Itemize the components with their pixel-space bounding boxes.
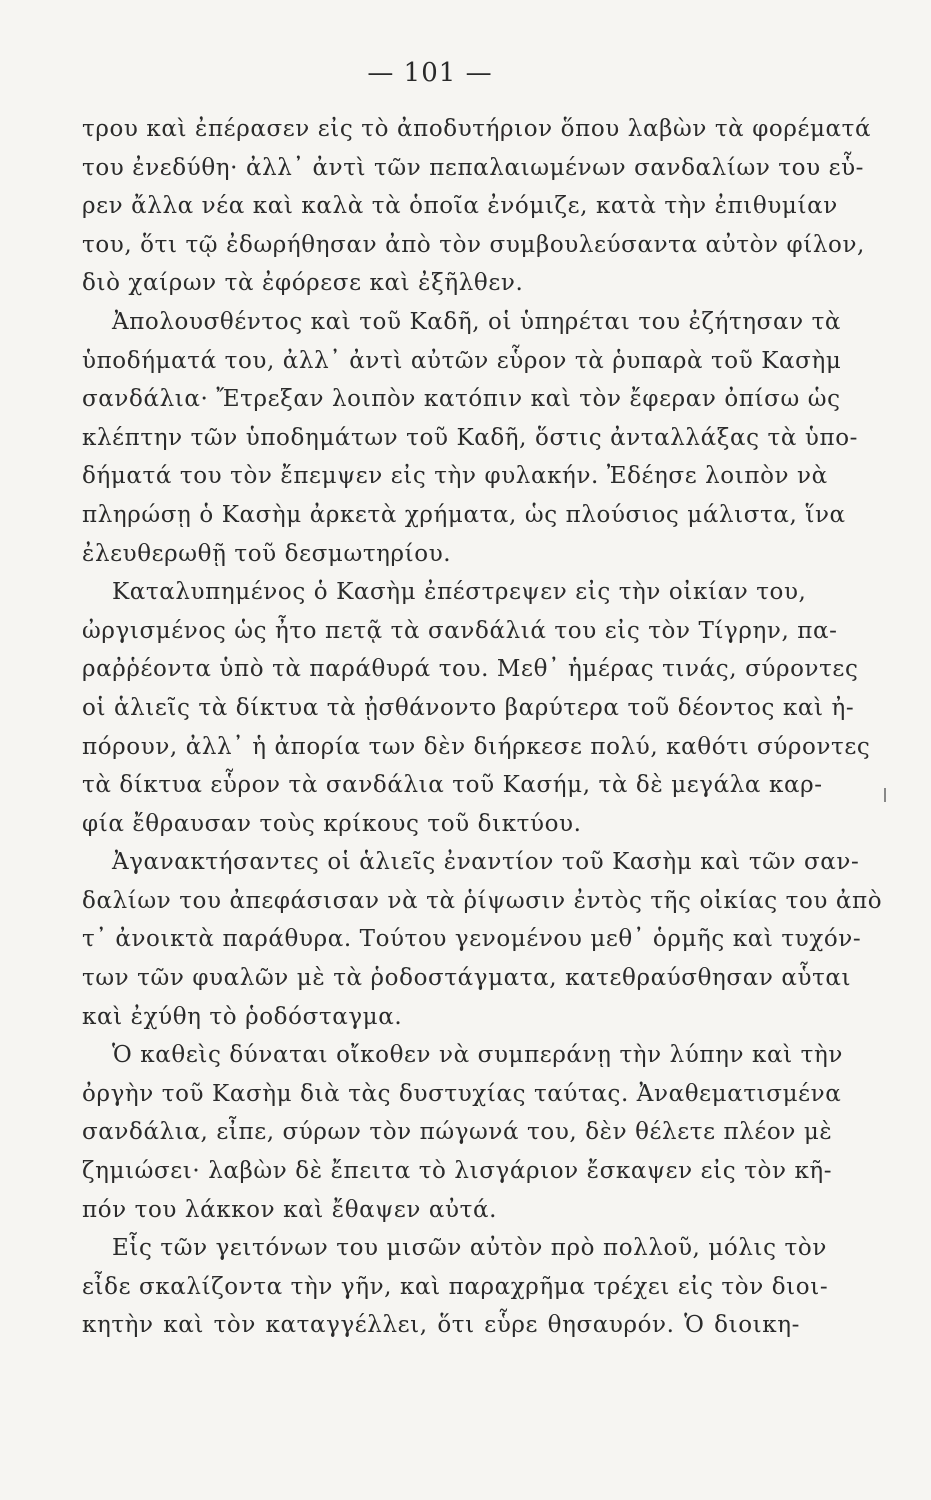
text-line: πόρουν, ἀλλ᾽ ἡ ἀπορία των δὲν διήρκεσε πολύ, καθότι σύροντες [82, 733, 871, 760]
text-line: τὰ δίκτυα εὗρον τὰ σανδάλια τοῦ Κασήμ, τὰ δὲ μεγάλα καρ- [82, 772, 823, 799]
text-line: εἶδε σκαλίζοντα τὴν γῆν, καὶ παραχρῆμα τρέχει εἰς τὸν διοι- [82, 1273, 829, 1300]
text-line: του, ὅτι τῷ ἐδωρήθησαν ἀπὸ τὸν συμβουλεύσαντα αὐτὸν φίλον, [82, 231, 865, 258]
text-line: δαλίων του ἀπεφάσισαν νὰ τὰ ῥίψωσιν ἐντὸς τῆς οἰκίας του ἀπὸ [82, 887, 883, 914]
text-line: Ἀγανακτήσαντες οἱ ἁλιεῖς ἐναντίον τοῦ Κασὴμ καὶ τῶν σαν- [112, 849, 860, 876]
text-line: ρεν ἄλλα νέα καὶ καλὰ τὰ ὁποῖα ἐνόμιζε, κατὰ τὴν ἐπιθυμίαν [82, 193, 838, 220]
text-line: ζημιώσει· λαβὼν δὲ ἔπειτα τὸ λισγάριον ἔσκαψεν εἰς τὸν κῆ- [82, 1158, 833, 1185]
text-line: πόν του λάκκον καὶ ἔθαψεν αὐτά. [82, 1196, 498, 1223]
margin-mark [884, 788, 886, 802]
text-line: ὀργὴν τοῦ Κασὴμ διὰ τὰς δυστυχίας ταύτας. Ἀναθεματισμένα [82, 1080, 842, 1107]
text-line: δήματά του τὸν ἔπεμψεν εἰς τὴν φυλακήν. Ἐδέησε λοιπὸν νὰ [82, 463, 828, 490]
text-line: ὑποδήματά του, ἀλλ᾽ ἀντὶ αὐτῶν εὗρον τὰ ῥυπαρὰ τοῦ Κασὴμ [82, 347, 842, 374]
text-line: καὶ ἐχύθη τὸ ῥοδόσταγμα. [82, 1003, 403, 1030]
text-line: του ἐνεδύθη· ἀλλ᾽ ἀντὶ τῶν πεπαλαιωμένων σανδαλίων του εὗ- [82, 154, 865, 181]
text-line: ραῤῥέοντα ὑπὸ τὰ παράθυρά του. Μεθ᾽ ἡμέρας τινάς, σύροντες [82, 656, 859, 683]
text-line: σανδάλια, εἶπε, σύρων τὸν πώγωνά του, δὲν θέλετε πλέον μὲ [82, 1119, 833, 1146]
body-text [82, 110, 883, 1345]
text-line: τρου καὶ ἐπέρασεν εἰς τὸ ἀποδυτήριον ὅπου λαβὼν τὰ φορέματά [82, 116, 872, 142]
text-line: Ἀπολουσθέντος καὶ τοῦ Καδῆ, οἱ ὑπηρέται του ἐζήτησαν τὰ [112, 308, 842, 335]
text-line: φία ἔθραυσαν τοὺς κρίκους τοῦ δικτύου. [82, 810, 582, 837]
text-line: οἱ ἁλιεῖς τὰ δίκτυα τὰ ᾐσθάνοντο βαρύτερα τοῦ δέοντος καὶ ἠ- [82, 694, 855, 721]
text-line: των τῶν φυαλῶν μὲ τὰ ῥοδοστάγματα, κατεθραύσθησαν αὗται [82, 965, 852, 992]
text-line: κητὴν καὶ τὸν καταγγέλλει, ὅτι εὗρε θησαυρόν. Ὁ διοικη- [82, 1312, 800, 1339]
text-line: διὸ χαίρων τὰ ἐφόρεσε καὶ ἐξῆλθεν. [82, 270, 524, 297]
text-line: Ὁ καθεὶς δύναται οἴκοθεν νὰ συμπεράνῃ τὴν λύπην καὶ τὴν [112, 1042, 843, 1069]
text-line: σανδάλια· Ἔτρεξαν λοιπὸν κατόπιν καὶ τὸν ἔφεραν ὀπίσω ὡς [82, 386, 841, 413]
page-number: — 101 — [367, 58, 493, 88]
text-line: Καταλυπημένος ὁ Κασὴμ ἐπέστρεψεν εἰς τὴν οἰκίαν του, [112, 579, 807, 606]
text-line: τ᾽ ἀνοικτὰ παράθυρα. Τούτου γενομένου μεθ᾽ ὁρμῆς καὶ τυχόν- [82, 926, 862, 953]
text-line: ὠργισμένος ὡς ἦτο πετᾷ τὰ σανδάλιά του εἰς τὸν Τίγρην, πα- [82, 617, 838, 644]
text-line: ἐλευθερωθῇ τοῦ δεσμωτηρίου. [82, 540, 452, 567]
text-line: κλέπτην τῶν ὑποδημάτων τοῦ Καδῆ, ὅστις ἀνταλλάξας τὰ ὑπο- [82, 424, 859, 451]
text-line: Εἷς τῶν γειτόνων του μισῶν αὐτὸν πρὸ πολλοῦ, μόλις τὸν [112, 1235, 827, 1262]
text-line: πληρώσῃ ὁ Κασὴμ ἀρκετὰ χρήματα, ὡς πλούσιος μάλιστα, ἵνα [82, 501, 846, 528]
